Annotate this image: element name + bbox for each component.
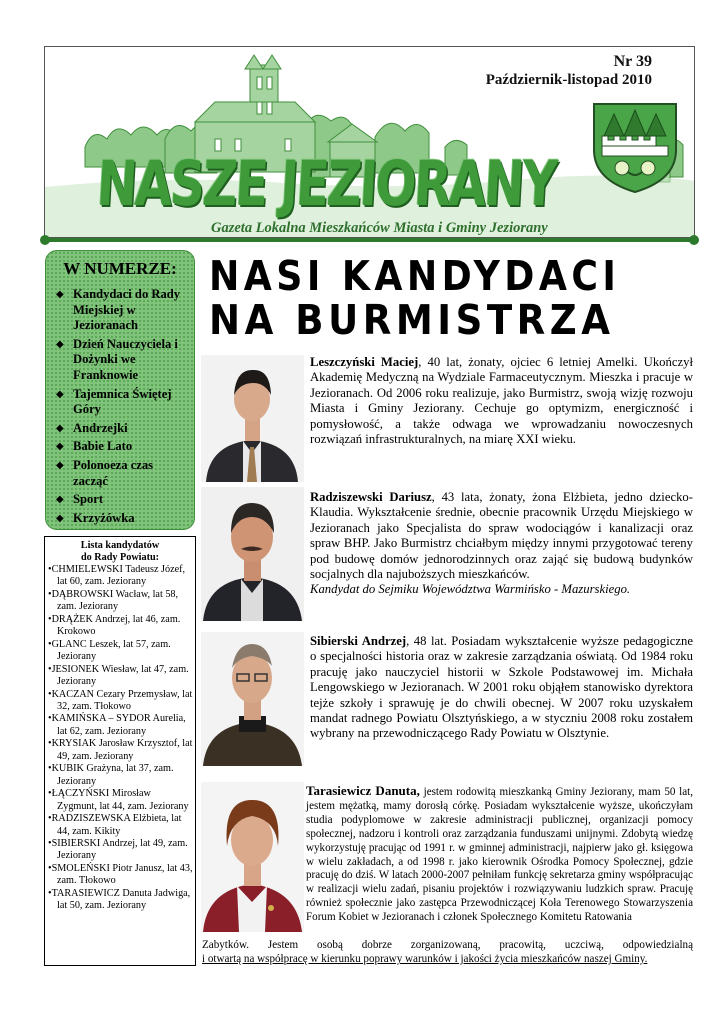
candidate-photo	[201, 782, 304, 932]
candidate-row: •CHMIELEWSKI Tadeusz Józef, lat 60, zam. Jeziorany	[48, 564, 186, 588]
diamond-bullet-icon: ◆	[56, 459, 64, 471]
list-item: ◆ Kandydaci do Rady Miejskiej w Jezioranach	[56, 287, 181, 333]
county-candidates-box	[44, 536, 196, 966]
list-item: ◆ Krzyżówka	[56, 510, 135, 525]
masthead	[44, 46, 695, 238]
continuation-line: Zabytków. Jestem osobą dobrze zorganizowaną, pracowitą, uczciwą, odpowiedzialną	[202, 939, 693, 951]
candidate-photo	[201, 487, 304, 621]
list-item: ◆ Dzień Nauczyciela i Dożynki we Franknowie	[56, 336, 178, 382]
candidate-name: Sibierski Andrzej	[310, 634, 407, 648]
headline-line-1: NASI KANDYDACI	[209, 252, 621, 300]
candidates-heading: Lista kandydatów do Rady Powiatu:	[80, 540, 160, 563]
candidate-photo	[201, 355, 304, 482]
candidate-row: •KUBIK Grażyna, lat 37, zam. Jeziorany	[48, 763, 174, 787]
issue-info	[486, 53, 652, 89]
newspaper-subtitle: Gazeta Lokalna Mieszkańców Miasta i Gminy Jeziorany	[211, 220, 548, 236]
in-this-issue-list	[52, 287, 188, 526]
diamond-bullet-icon: ◆	[56, 289, 64, 300]
masthead-divider	[44, 238, 695, 242]
candidate-text: jestem rodowitą mieszkanką Gminy Jeziorany, mam 50 lat, jestem mężatką, mamy dorosłą córkę. Posiadam wykształcenie wyższe, ukończyłam studia podyplomowe w zakresie administracji publicznej, organizacji pomocy społecznej, nadzoru i kontroli oraz zarządzania funduszami unijnymi. Zdobytą wiedzę wykorzystuję pracując od 1991 r. w gminnej administracji, najpierw jako gł. księgowa w wielu zakładach, a od 1998 r. jako kierownik Ośrodka Pomocy Społecznej, gdzie pracuję do dziś. W latach 2000-2007 pełniłam funkcję sekretarza gminy współpracując w realizacji wielu zadań, pisaniu projektów i rozwiązywaniu ludzkich spraw. Pracuję również społecznie jako zastępca Przewodniczącej Koła Terenowego Stowarzyszenia Forum Kobiet w Jezioranach i członek Społecznego Komitetu Ratowania	[306, 786, 694, 924]
candidate-name: Tarasiewicz Danuta,	[306, 783, 420, 798]
candidate-name: Leszczyński Maciej	[310, 355, 419, 369]
candidate-row: •KAMIŃSKA – SYDOR Aurelia, lat 62, zam. Jeziorany	[48, 713, 186, 737]
candidate-text: , 40 lat, żonaty, ojciec 6 letniej Amelki. Ukończył Akademię Medyczną na Wydziale Farmaceutycznym. Mieszka i pracuje w Jezioranach. Od 2006 roku realizuje, jako Burmistrz, swoją wizję rozwoju Miasta i Gminy Jeziorany. Cechuje go optymizm, energiczność i pomysłowość, a także odwaga we wprowadzaniu nowoczesnych rozwiązań infrastrukturalnych, na miarę XXI wieku.	[310, 355, 693, 447]
candidate-row: •SMOLEŃSKI Piotr Janusz, lat 43, zam. Tłokowo	[48, 862, 193, 887]
candidate-row: •DRĄŻEK Andrzej, lat 46, zam. Krokowo	[48, 613, 181, 638]
candidate-row: •TARASIEWICZ Danuta Jadwiga, lat 50, zam. Jeziorany	[48, 887, 191, 912]
candidate-text: , 48 lat. Posiadam wykształcenie wyższe pedagogiczne o specjalności historia oraz w zakresie zarządzania oświatą. Od 1984 roku pracuję jako nauczyciel historii w Szkole Podstawowej im. Michała Lengowskiego w Jezioranach. W 2001 roku objąłem stanowisko dyrektora tejże szkoły i sprawuję je do chwili obecnej. W 2007 roku uzyskałem mandat radnego Powiatu Olsztyńskiego, a w styczniu 2008 roku zostałem wybrany na przewodniczącego Rady Powiatu w Olsztynie.	[310, 634, 693, 741]
in-this-issue-box	[45, 250, 195, 530]
list-item: ◆ Polonoeza czas zacząć	[56, 457, 154, 488]
list-item: ◆ Sport	[56, 492, 104, 507]
diamond-bullet-icon: ◆	[56, 388, 64, 400]
divider-dot	[689, 235, 699, 245]
candidate-note: Kandydat do Sejmiku Województwa Warmińsko - Mazurskiego.	[310, 582, 631, 597]
continuation-line: i otwartą na współpracę w kierunku poprawy warunków i jakości życia mieszkańców naszej Gminy.	[202, 953, 648, 965]
issue-date: Październik-listopad 2010	[485, 72, 652, 88]
candidate-row: •GLANC Leszek, lat 57, zam. Jeziorany	[48, 638, 171, 663]
candidate-row: •ŁĄCZYŃSKI Mirosław Zygmunt, lat 44, zam. Jeziorany	[48, 788, 189, 812]
candidate-photo	[201, 632, 304, 766]
headline-line-2: NA BURMISTRZA	[209, 296, 615, 344]
diamond-bullet-icon: ◆	[56, 512, 64, 524]
candidate-row: •RADZISZEWSKA Elżbieta, lat 44, zam. Kikity	[48, 813, 182, 837]
candidate-row: •KRYSIAK Jarosław Krzysztof, lat 49, zam. Jeziorany	[48, 738, 193, 762]
candidate-bio	[310, 634, 693, 742]
coat-of-arms-icon	[592, 102, 678, 194]
diamond-bullet-icon: ◆	[56, 441, 64, 453]
candidate-text: , 43 lata, żonaty, żona Elżbieta, jedno dziecko-Klaudia. Wykształcenie średnie, obecnie pracownik Urzędu Miejskiego w Jezioranach jako Specjalista do spraw wodociągów i kanalizacji oraz spraw BHP. Jako Burmistrz chciałbym między innymi przygotować tereny pod budowę domów jednorodzinnych oraz zająć się budową budynków socjalnych dla najuboższych mieszkańców.	[310, 490, 694, 582]
list-item: ◆ Tajemnica Świętej Góry	[56, 386, 172, 417]
candidate-bio	[310, 355, 693, 447]
candidate-row: •KACZAN Cezary Przemysław, lat 32, zam. Tłokowo	[48, 688, 193, 712]
list-item: ◆ Andrzejki	[56, 420, 128, 435]
newspaper-title: NASZE JEZIORANY	[95, 147, 557, 220]
candidate-row: •JESIONEK Wiesław, lat 47, zam. Jeziorany	[48, 663, 189, 688]
diamond-bullet-icon: ◆	[56, 338, 64, 350]
candidate-row: •SIBIERSKI Andrzej, lat 49, zam. Jeziorany	[48, 837, 188, 862]
diamond-bullet-icon: ◆	[56, 422, 64, 434]
candidate-name: Radziszewski Dariusz	[310, 490, 432, 504]
diamond-bullet-icon: ◆	[56, 494, 64, 506]
divider-dot	[40, 235, 50, 245]
list-item: ◆ Babie Lato	[56, 439, 133, 454]
candidate-row: •DĄBROWSKI Wacław, lat 58, zam. Jeziorany	[48, 588, 179, 613]
candidate-bio	[310, 490, 693, 598]
candidate-bio	[306, 784, 693, 925]
issue-number: Nr 39	[613, 53, 652, 70]
in-this-issue-heading: W NUMERZE:	[63, 259, 177, 278]
candidate-bio-continuation	[202, 938, 693, 966]
